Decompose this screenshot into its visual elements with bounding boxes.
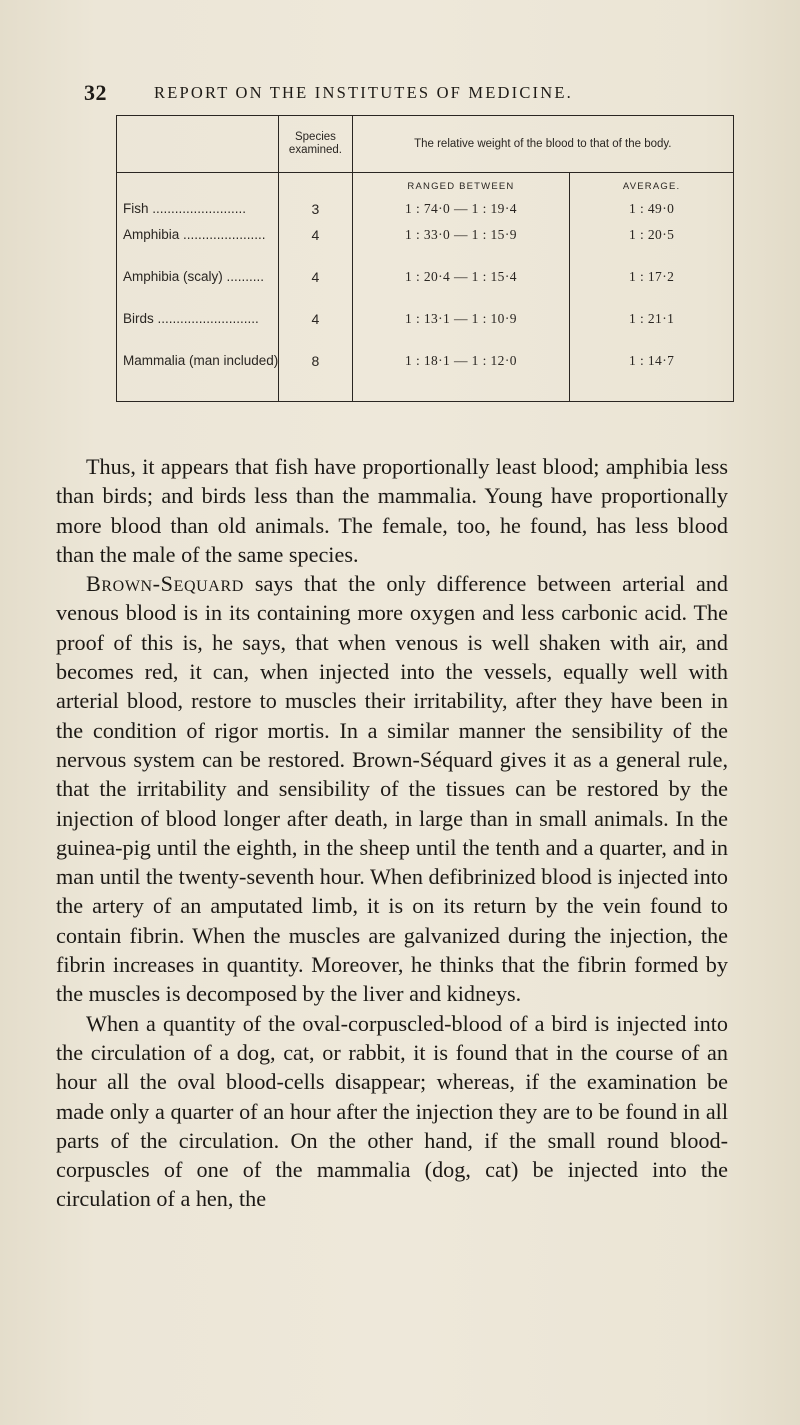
- paragraph-brown-sequard: [56, 569, 728, 1008]
- subheader-average: AVERAGE.: [570, 173, 734, 202]
- row-average: 1 : 17·2: [570, 269, 734, 311]
- row-range: 1 : 18·1 — 1 : 12·0: [352, 353, 570, 402]
- paragraph-oval-corpuscles: When a quantity of the oval-corpuscled-blood of a bird is injected into the circulation of a dog, cat, or rabbit, it is found that in the course of an hour all the oval blood-cells disappear; whereas, if the examination be made only a quarter of an hour after the injection they are to be found in all parts of the circulation. On the other hand, if the small round blood-corpuscles of one of the mammalia (dog, cat) be injected into the circulation of a hen, the: [56, 1010, 728, 1212]
- row-animal-type: Amphibia ......................: [117, 227, 279, 269]
- page-number: 32: [84, 80, 107, 105]
- row-species-count: 4: [279, 269, 352, 311]
- blood-weight-table: [116, 115, 734, 402]
- row-range: 1 : 33·0 — 1 : 15·9: [352, 227, 570, 269]
- header-species-examined: Species examined.: [279, 116, 352, 173]
- row-species-count: 3: [279, 201, 352, 227]
- body-text: [56, 452, 728, 1214]
- table-subheader-row: [117, 173, 734, 202]
- header-animal-type: [117, 116, 279, 173]
- row-species-count: 4: [279, 311, 352, 353]
- table-row: [117, 201, 734, 227]
- row-average: 1 : 20·5: [570, 227, 734, 269]
- row-animal-type: Fish .........................: [117, 201, 279, 227]
- row-average: 1 : 21·1: [570, 311, 734, 353]
- paragraph-blood-proportions: Thus, it appears that fish have proportionally least blood; amphibia less than birds; and birds less than the mammalia. Young have proportionally more blood than old animals. The female, too, he found, has less blood than the male of the same species.: [56, 454, 728, 567]
- row-animal-type: Amphibia (scaly) ..........: [117, 269, 279, 311]
- row-species-count: 4: [279, 227, 352, 269]
- row-animal-type: Birds ...........................: [117, 311, 279, 353]
- running-head: [84, 80, 724, 104]
- row-range: 1 : 74·0 — 1 : 19·4: [352, 201, 570, 227]
- table-row: [117, 353, 734, 402]
- row-average: 1 : 49·0: [570, 201, 734, 227]
- table-row: [117, 311, 734, 353]
- row-range: 1 : 13·1 — 1 : 10·9: [352, 311, 570, 353]
- table-header-row: [117, 116, 734, 173]
- author-name: Brown-Sequard: [86, 571, 244, 597]
- row-range: 1 : 20·4 — 1 : 15·4: [352, 269, 570, 311]
- row-animal-type: Mammalia (man included): [117, 353, 279, 402]
- table-row: [117, 269, 734, 311]
- row-species-count: 8: [279, 353, 352, 402]
- running-title: REPORT ON THE INSTITUTES OF MEDICINE.: [154, 83, 573, 102]
- paragraph-brown-sequard-text: says that the only difference between arterial and venous blood is in its containing more oxygen and less carbonic acid. The proof of this is, he says, that when venous is well shaken with air, and becomes red, it can, when injected into the vessels, equally well with arterial blood, restore to muscles their irritability, after they have been in the condition of rigor mortis. In a similar manner the sensibility of the nervous system can be restored. Brown-Séquard gives it as a general rule, that the irritability and sensibility of the tissues can be restored by the injection of blood longer after death, in large than in small animals. In the guinea-pig until the eighth, in the sheep until the tenth and a quarter, and in man until the twenty-seventh hour. When defibrinized blood is injected into the artery of an amputated limb, it is on its return by the vein found to contain fibrin. When the muscles are galvanized during the injection, the fibrin increases in quantity. Moreover, he thinks that the fibrin formed by the muscles is decomposed by the liver and kidneys.: [56, 571, 728, 1007]
- table-row: [117, 227, 734, 269]
- header-relative-weight: The relative weight of the blood to that of the body.: [352, 116, 733, 173]
- subheader-ranged-between: RANGED BETWEEN: [352, 173, 570, 202]
- row-average: 1 : 14·7: [570, 353, 734, 402]
